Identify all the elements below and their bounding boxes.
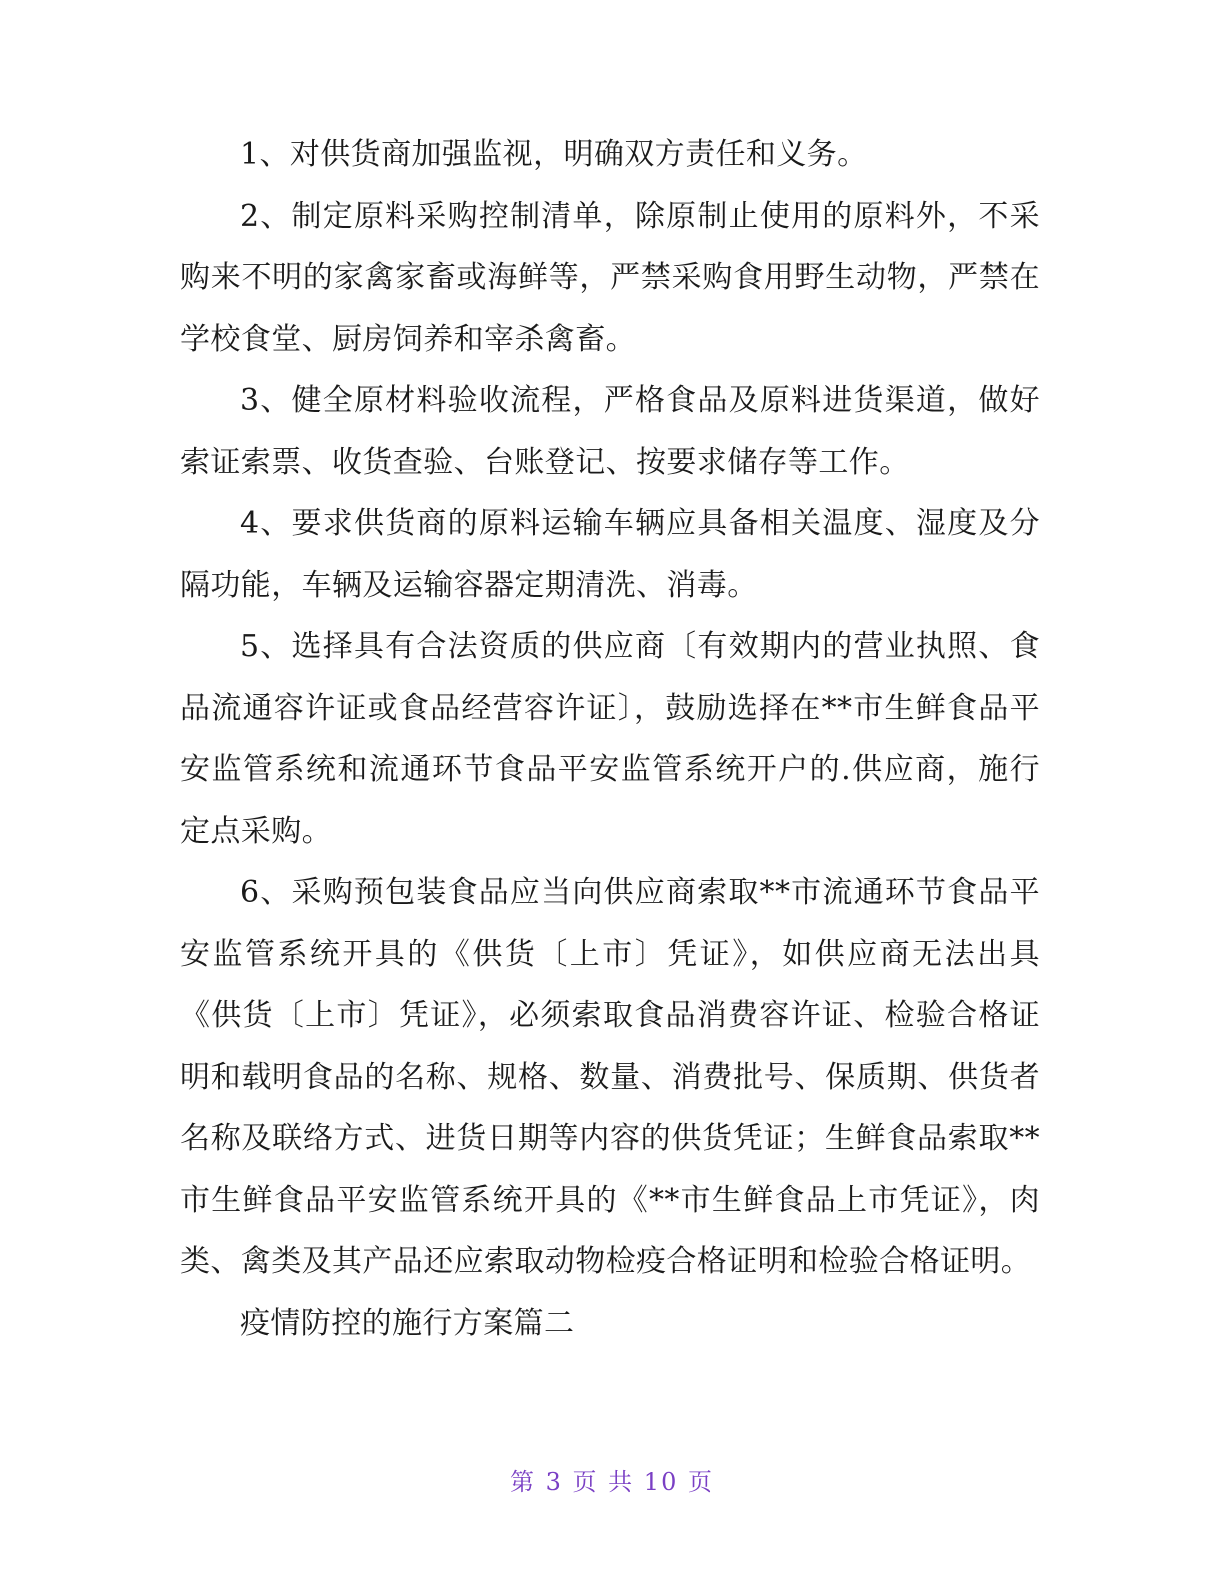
section-heading: 疫情防控的施行方案篇二 [240,1305,575,1341]
paragraph-1: 1、对供货商加强监视，明确双方责任和义务。 [240,137,868,172]
paragraph-3: 3、健全原材料验收流程，严格食品及原料进货渠道，做好索证索票、收货查验、台账登记、按要求储存等工作。 [180,383,1040,480]
document-body [180,124,1040,1354]
paragraph-5: 5、选择具有合法资质的供应商〔有效期内的营业执照、食品流通容许证或食品经营容许证〕，鼓励选择在**市生鲜食品平安监管系统和流通环节食品平安监管系统开户的.供应商，施行定点采购。 [180,629,1040,849]
paragraph-6: 6、采购预包装食品应当向供应商索取**市流通环节食品平安监管系统开具的《供货〔上市〕凭证》，如供应商无法出具《供货〔上市〕凭证》，必须索取食品消费容许证、检验合格证明和载明食品的名称、规格、数量、消费批号、保质期、供货者名称及联络方式、进货日期等内容的供货凭证；生鲜食品索取**市生鲜食品平安监管系统开具的《**市生鲜食品上市凭证》，肉类、禽类及其产品还应索取动物检疫合格证明和检验合格证明。 [180,875,1040,1279]
page-number-footer: 第 3 页 共 10 页 [510,1468,714,1496]
paragraph-4: 4、要求供货商的原料运输车辆应具备相关温度、湿度及分隔功能，车辆及运输容器定期清洗、消毒。 [180,506,1040,603]
paragraph-2: 2、制定原料采购控制清单，除原制止使用的原料外，不采购来不明的家禽家畜或海鲜等，严禁采购食用野生动物，严禁在学校食堂、厨房饲养和宰杀禽畜。 [180,198,1040,357]
